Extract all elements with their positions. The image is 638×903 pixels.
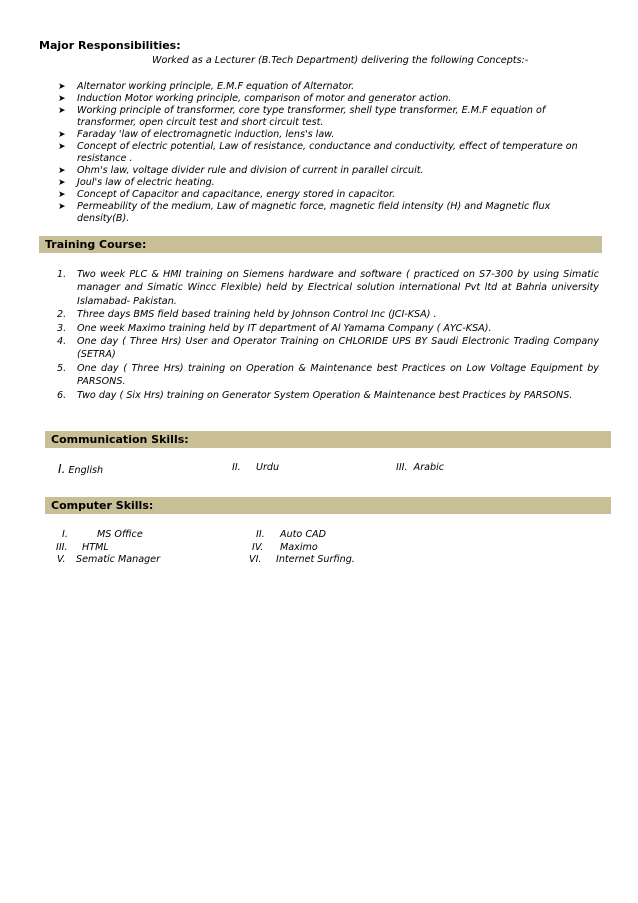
computer-skill-internet-surfing: Internet Surfing.: [276, 554, 355, 565]
arrowhead-bullet-icon: ➤: [58, 178, 66, 188]
training-heading: Training Course:: [45, 238, 147, 251]
list-item: 2. Three days BMS field based training held by Johnson Control Inc (JCI-KSA) .: [57, 309, 437, 321]
list-item: ➤ Ohm's law, voltage divider rule and division of current in parallel circuit.: [58, 165, 424, 176]
computer-skill-html: HTML: [82, 542, 109, 553]
arrowhead-bullet-icon: ➤: [58, 94, 66, 104]
computer-skill-num: III.: [56, 542, 68, 553]
computer-skill-num: II.: [256, 529, 265, 540]
language-item-arabic: III. Arabic: [396, 462, 445, 473]
communication-section-bar: [45, 431, 611, 448]
communication-heading: Communication Skills:: [51, 433, 189, 446]
list-item: ➤ Joul's law of electric heating.: [58, 177, 215, 188]
computer-section-bar: [45, 497, 611, 514]
list-item: ➤ Induction Motor working principle, comparison of motor and generator action.: [58, 93, 452, 104]
list-item: ➤ Working principle of transformer, core type transformer, shell type transformer, E.M.F equation of transformer, open circuit test and short circuit test.: [58, 105, 546, 128]
responsibilities-heading: Major Responsibilities:: [39, 39, 181, 52]
list-item: ➤ Alternator working principle, E.M.F equation of Alternator.: [58, 81, 355, 92]
computer-skill-maximo: Maximo: [280, 542, 318, 553]
language-item-urdu: II. Urdu: [232, 462, 280, 473]
list-item: ➤ Concept of electric potential, Law of resistance, conductance and conductivity, effect of temperature on resistance .: [58, 141, 578, 164]
training-section-bar: [39, 236, 602, 253]
computer-skill-num: VI.: [249, 554, 262, 565]
computer-skill-autocad: Auto CAD: [280, 529, 326, 540]
list-item: 3. One week Maximo training held by IT department of Al Yamama Company ( AYC-KSA).: [57, 322, 492, 334]
arrowhead-bullet-icon: ➤: [58, 106, 66, 116]
computer-skill-num: IV.: [252, 542, 264, 553]
arrowhead-bullet-icon: ➤: [58, 166, 66, 176]
computer-heading: Computer Skills:: [51, 499, 154, 512]
list-item: 5. One day ( Three Hrs) training on Operation & Maintenance best Practices on Low Voltage Equipment by PARSONS.: [57, 362, 599, 388]
training-list: [57, 268, 599, 402]
list-item: ➤ Faraday 'law of electromagnetic induction, lens's law.: [58, 129, 335, 140]
list-item: ➤ Concept of Capacitor and capacitance, energy stored in capacitor.: [58, 189, 396, 200]
list-item: ➤ Permeability of the medium, Law of magnetic force, magnetic field intensity (H) and Magnetic flux density(B).: [58, 201, 551, 224]
language-item-english: I. English: [58, 462, 104, 476]
arrowhead-bullet-icon: ➤: [58, 202, 66, 212]
arrowhead-bullet-icon: ➤: [58, 130, 66, 140]
list-item: 6. Two day ( Six Hrs) training on Generator System Operation & Maintenance best Practices by PARSONS.: [57, 389, 573, 401]
arrowhead-bullet-icon: ➤: [58, 190, 66, 200]
computer-skill-num: V.: [57, 554, 66, 565]
computer-skill-sematic-manager: Sematic Manager: [76, 554, 161, 565]
arrowhead-bullet-icon: ➤: [58, 82, 66, 92]
list-item: 1. Two week PLC & HMI training on Siemens hardware and software ( practiced on S7-300 by using Simatic manager and Simatic Wincc Flexible) held by Electrical solution international Pvt ltd at Bahria university Islamabad- Pakistan.: [57, 269, 599, 307]
computer-skill-ms-office: MS Office: [97, 529, 143, 540]
responsibilities-list: [58, 81, 588, 225]
arrowhead-bullet-icon: ➤: [58, 142, 66, 152]
list-item: 4. One day ( Three Hrs) User and Operator Training on CHLORIDE UPS BY Saudi Electronic Trading Company (SETRA): [57, 336, 599, 361]
computer-skill-num: I.: [62, 529, 68, 540]
responsibilities-intro: Worked as a Lecturer (B.Tech Department) delivering the following Concepts:-: [152, 55, 529, 66]
